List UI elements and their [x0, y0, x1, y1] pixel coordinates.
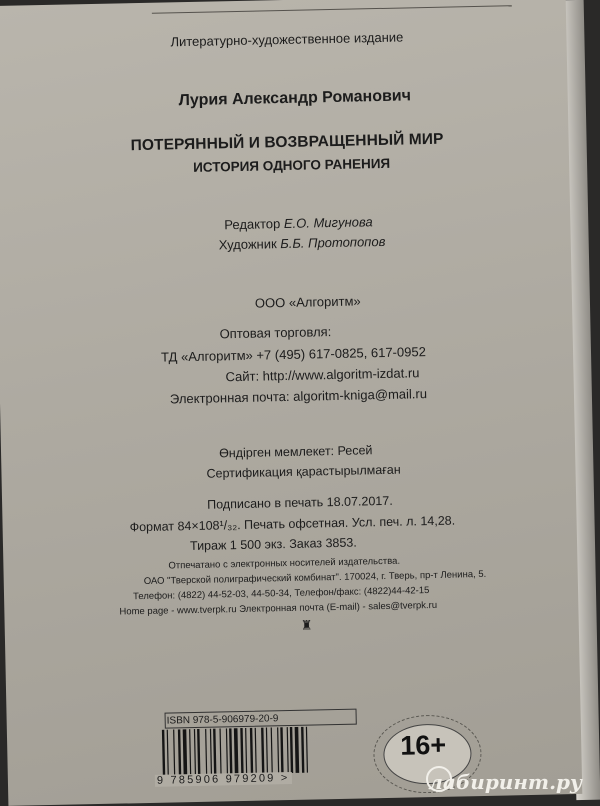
signed-to-print: Подписано в печать 18.07.2017. [207, 493, 393, 512]
barcode-bar [271, 727, 273, 773]
barcode-bar [226, 728, 228, 774]
barcode-bar [295, 727, 300, 773]
barcode-bar [306, 727, 308, 773]
barcode-bar [205, 729, 207, 775]
editor-name: Е.О. Мигунова [283, 214, 373, 232]
barcode-bar [219, 728, 221, 774]
kazakh-country-line: Өндірген мемлекет: Ресей [218, 443, 373, 461]
barcode-bar [277, 727, 279, 773]
barcode-bar [194, 729, 196, 775]
printer-line-1: Отпечатано с электронных носителей издательства. [168, 555, 401, 572]
barcode-bar [280, 727, 283, 773]
barcode-bar [261, 728, 264, 774]
barcode-bar [240, 728, 243, 774]
barcode-bar [162, 730, 165, 776]
age-rating: 16+ [399, 729, 447, 761]
barcode-bar [301, 727, 304, 773]
print-run: Тираж 1 500 экз. Заказ 3853. [189, 535, 357, 554]
publisher-name: ООО «Алгоритм» [254, 293, 361, 311]
printer-line-3: Телефон: (4822) 44-52-03, 44-50-34, Телефон/факс: (4822)44-42-15 [132, 585, 430, 603]
artist-name: Б.Б. Протопопов [280, 233, 386, 252]
barcode-number: 9 785906 979209 > [156, 772, 290, 787]
wholesale-label: Оптовая торговля: [219, 324, 332, 342]
barcode-bar [234, 728, 239, 774]
top-rule [152, 5, 512, 14]
barcode-bar [173, 729, 175, 775]
barcode-bar [197, 729, 200, 775]
edition-type: Литературно-художественное издание [170, 29, 404, 50]
barcode-bar [183, 729, 188, 775]
book-title: ПОТЕРЯННЫЙ И ВОЗВРАЩЕННЫЙ МИР [130, 130, 444, 155]
barcode-bar [290, 727, 293, 773]
kazakh-certification-line: Сертификация қарастырылмаған [206, 462, 401, 481]
printer-line-2: ОАО "Тверской полиграфический комбинат". 170024, г. Тверь, пр-т Ленина, 5. [143, 568, 487, 588]
barcode-bar [245, 728, 247, 774]
artist-credit [219, 234, 386, 252]
printer-line-4: Home page - www.tverpk.ru Электронная почта (E-mail) - sales@tverpk.ru [119, 599, 438, 618]
barcode-bar [287, 727, 289, 773]
publisher-site: Сайт: http://www.algoritm-izdat.ru [225, 365, 420, 385]
print-format: Формат 84×108¹/₃₂. Печать офсетная. Усл. печ. л. 14,28. [129, 513, 456, 535]
printer-logo-icon: ♜ [300, 617, 313, 633]
editor-label: Редактор [224, 216, 281, 233]
barcode-bar [210, 729, 212, 775]
barcode-bar [266, 727, 268, 773]
barcode-bar [213, 729, 216, 775]
barcode-bar [178, 729, 181, 775]
barcode-bar [250, 728, 253, 774]
publisher-email: Электронная почта: algoritm-kniga@mail.ru [169, 386, 428, 407]
isbn: ISBN 978-5-906979-20-9 [166, 713, 279, 727]
book-subtitle: ИСТОРИЯ ОДНОГО РАНЕНИЯ [192, 155, 391, 175]
author-name: Лурия Александр Романович [178, 87, 412, 110]
editor-credit [224, 214, 373, 232]
barcode-bar [229, 728, 232, 774]
barcode-bar [167, 730, 169, 776]
artist-label: Художник [218, 236, 277, 253]
barcode-bar [255, 728, 257, 774]
watermark: лабиринт.ру [428, 770, 582, 794]
publisher-phone: ТД «Алгоритм» +7 (495) 617-0825, 617-0952 [160, 344, 427, 365]
barcode-bar [189, 729, 191, 775]
